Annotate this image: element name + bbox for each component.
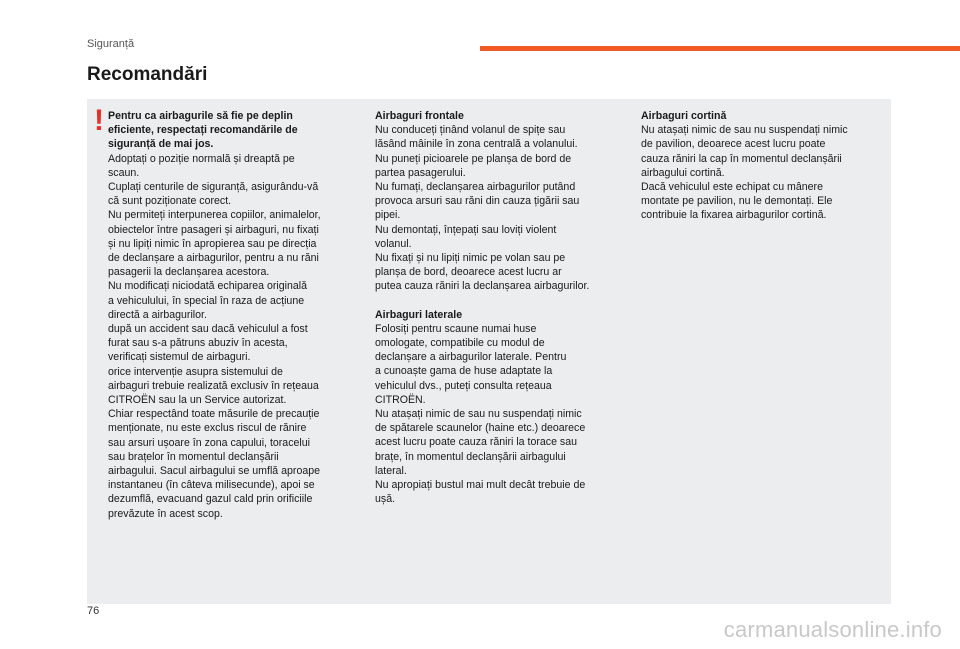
frontal-block — [375, 109, 625, 294]
general-text-line: obiectelor între pasageri și airbaguri, nu fixați — [108, 223, 319, 236]
general-text-line: Nu modificați niciodată echiparea originală — [108, 280, 308, 293]
general-text-line: prevăzute în acest scop. — [108, 507, 223, 520]
general-text-line: scaun. — [108, 166, 140, 179]
general-text-line: Nu permiteți interpunerea copiilor, animalelor, — [108, 209, 321, 222]
frontal-text-line: provoca arsuri sau răni din cauza țigării sau — [375, 195, 580, 208]
general-text-line: sau brațelor în momentul declanșării — [108, 450, 279, 463]
general-text-line: instantaneu (în câteva milisecunde), apoi se — [108, 479, 315, 492]
lateral-text-line: de spătarele scaunelor (haine etc.) deoarece — [375, 422, 586, 435]
lateral-text-line: declanșare a airbagurilor laterale. Pentru — [375, 351, 567, 364]
lateral-text-line: a cunoaște gama de huse adaptate la — [375, 365, 553, 378]
general-text-line: menționate, nu este exclus riscul de rănire — [108, 422, 307, 435]
general-text-line: furat sau s-a pătruns abuziv în acesta, — [108, 337, 288, 350]
frontal-text-line: putea cauza răniri la declanșarea airbagurilor. — [375, 280, 590, 293]
general-body — [108, 152, 358, 521]
general-text-line: că sunt poziționate corect. — [108, 195, 232, 208]
general-text-line: după un accident sau dacă vehiculul a fost — [108, 323, 308, 336]
frontal-heading: Airbaguri frontale — [375, 110, 464, 122]
frontal-text-line: Nu fumați, declanșarea airbagurilor putând — [375, 181, 576, 194]
curtain-text-line: Nu atașați nimic de sau nu suspendați nimic — [641, 124, 848, 137]
curtain-heading: Airbaguri cortină — [641, 110, 727, 122]
exclamation-icon: ! — [94, 104, 104, 137]
general-text-line: airbagului. Sacul airbagului se umflă aproape — [108, 465, 321, 478]
lateral-text-line: CITROËN. — [375, 393, 426, 406]
section-label: Siguranță — [87, 38, 135, 50]
column-frontal-lateral — [375, 109, 625, 506]
general-text-line: Adoptați o poziție normală și dreaptă pe — [108, 152, 295, 165]
curtain-text-line: de pavilion, deoarece acest lucru poate — [641, 138, 826, 151]
general-text-line: de declanșare a airbagurilor, pentru a nu răni — [108, 252, 319, 265]
general-text-line: CITROËN sau la un Service autorizat. — [108, 394, 287, 407]
frontal-text-line: Nu conduceți ținând volanul de spițe sau — [375, 124, 566, 137]
curtain-text-line: Dacă vehiculul este echipat cu mânere — [641, 181, 823, 194]
general-text-line: directă a airbagurilor. — [108, 308, 207, 321]
lateral-text-line: Nu apropiați bustul mai mult decât trebuie de — [375, 479, 586, 492]
watermark: carmanualsonline.info — [723, 617, 942, 642]
general-text-line: dezumflă, evacuand gazul cald prin orificiile — [108, 493, 313, 506]
column-general — [108, 109, 358, 521]
frontal-body — [375, 123, 625, 293]
page-title: Recomandări — [87, 64, 208, 85]
lateral-block — [375, 308, 625, 507]
general-text-line: airbaguri trebuie realizată exclusiv în rețeaua — [108, 379, 319, 392]
header-accent-bar — [480, 46, 960, 51]
frontal-text-line: volanul. — [375, 237, 412, 250]
general-text-line: verificați sistemul de airbaguri. — [108, 351, 251, 364]
frontal-text-line: Nu fixați și nu lipiți nimic pe volan sau pe — [375, 252, 566, 265]
lateral-text-line: ușă. — [375, 493, 396, 506]
curtain-block — [641, 109, 881, 223]
curtain-text-line: airbagului cortină. — [641, 166, 725, 179]
curtain-text-line: contribuie la fixarea airbagurilor cortină. — [641, 209, 827, 222]
lateral-text-line: vehiculul dvs., puteți consulta rețeaua — [375, 379, 552, 392]
general-text-line: Chiar respectând toate măsurile de precauție — [108, 408, 320, 421]
column-curtain — [641, 109, 881, 223]
curtain-text-line: cauza răniri la cap în momentul declanșării — [641, 152, 842, 165]
general-text-line: și nu lipiți nimic în apropierea sau pe direcția — [108, 237, 317, 250]
frontal-text-line: partea pasagerului. — [375, 166, 466, 179]
general-text-line: orice intervenție asupra sistemului de — [108, 365, 283, 378]
lateral-text-line: Nu atașați nimic de sau nu suspendați nimic — [375, 408, 582, 421]
lateral-text-line: brațe, în momentul declanșării airbagului — [375, 450, 566, 463]
general-heading — [108, 109, 358, 152]
general-text-line: Cuplați centurile de siguranță, asigurându-vă — [108, 181, 319, 194]
lateral-text-line: acest lucru poate cauza răniri la torace sau — [375, 436, 577, 449]
frontal-text-line: pipei. — [375, 209, 401, 222]
lateral-body — [375, 322, 625, 507]
general-block — [108, 109, 358, 521]
recommendations-panel — [87, 99, 891, 604]
frontal-text-line: lăsând mâinile în zona centrală a volanului. — [375, 138, 578, 151]
general-text-line: sau arsuri ușoare în zona capului, toracelui — [108, 436, 310, 449]
lateral-text-line: omologate, compatibile cu modul de — [375, 337, 545, 350]
lateral-text-line: Folosiți pentru scaune numai huse — [375, 322, 537, 335]
general-text-line: a vehiculului, în special în raza de acțiune — [108, 294, 305, 307]
lateral-heading: Airbaguri laterale — [375, 308, 463, 321]
general-heading-line: eficiente, respectați recomandările de — [108, 124, 298, 137]
general-heading-line: siguranță de mai jos. — [108, 138, 214, 151]
frontal-text-line: planșa de bord, deoarece acest lucru ar — [375, 266, 562, 279]
lateral-text-line: lateral. — [375, 464, 407, 477]
frontal-text-line: Nu puneți picioarele pe planșa de bord de — [375, 152, 572, 165]
curtain-body — [641, 123, 881, 222]
page-number: 76 — [87, 605, 100, 617]
general-text-line: pasagerii la declanșarea acestora. — [108, 266, 270, 279]
general-heading-line: Pentru ca airbagurile să fie pe deplin — [108, 110, 293, 122]
frontal-text-line: Nu demontați, înțepați sau loviți violent — [375, 223, 557, 236]
curtain-text-line: montate pe pavilion, nu le demontați. Ele — [641, 195, 833, 208]
